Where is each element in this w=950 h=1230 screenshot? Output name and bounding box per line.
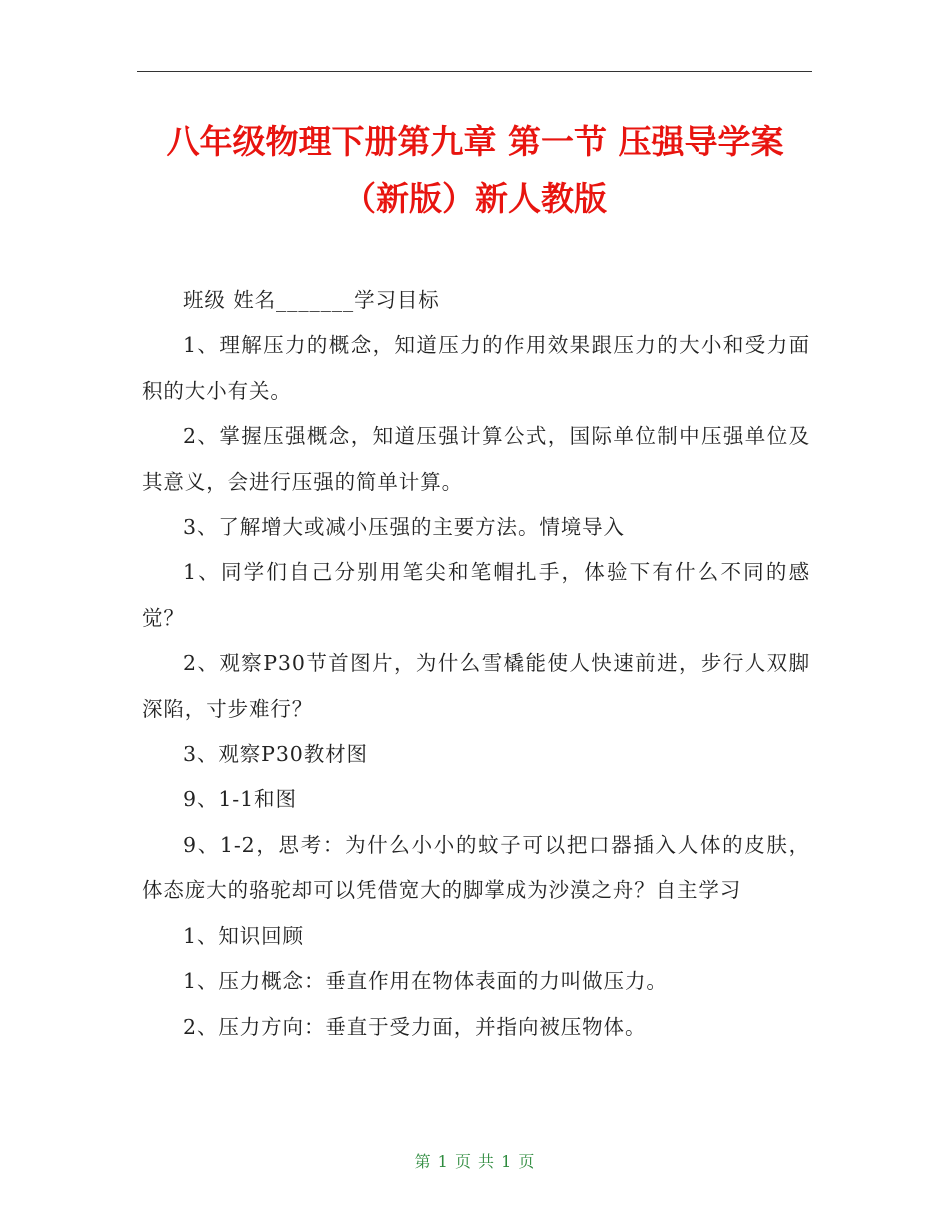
paragraph-objective-2: 2、掌握压强概念，知道压强计算公式，国际单位制中压强单位及其意义，会进行压强的简单计算。 (142, 424, 810, 494)
document-subtitle: （新版）新人教版 (343, 179, 607, 218)
paragraph-review-heading: 1、知识回顾 (183, 923, 304, 948)
paragraph-objective-3: 3、了解增大或减小压强的主要方法。情境导入 (183, 515, 625, 540)
document-title: 八年级物理下册第九章 第一节 压强导学案 (166, 122, 784, 161)
paragraph-intro-1: 1、同学们自己分别用笔尖和笔帽扎手，体验下有什么不同的感觉？ (142, 560, 810, 630)
paragraph-figure-ref: 9、1-1和图 (183, 787, 297, 812)
paragraph-intro-3: 3、观察P30教材图 (183, 742, 368, 767)
header-rule (137, 71, 812, 72)
paragraph-intro-2: 2、观察P30节首图片，为什么雪橇能使人快速前进，步行人双脚深陷，寸步难行？ (142, 651, 810, 721)
paragraph-objective-1: 1、理解压力的概念，知道压力的作用效果跟压力的大小和受力面积的大小有关。 (142, 333, 810, 403)
document-body (142, 278, 810, 1050)
paragraph-pressure-direction: 2、压力方向：垂直于受力面，并指向被压物体。 (183, 1014, 647, 1039)
paragraph-pressure-concept: 1、压力概念：垂直作用在物体表面的力叫做压力。 (183, 969, 668, 994)
page-number-footer: 第 1 页 共 1 页 (414, 1152, 536, 1171)
paragraph-think: 9、1-2，思考：为什么小小的蚊子可以把口器插入人体的皮肤，体态庞大的骆驼却可以凭借宽大的脚掌成为沙漠之舟？自主学习 (142, 832, 810, 903)
paragraph-class-name-objectives: 班级 姓名_______学习目标 (183, 288, 440, 312)
